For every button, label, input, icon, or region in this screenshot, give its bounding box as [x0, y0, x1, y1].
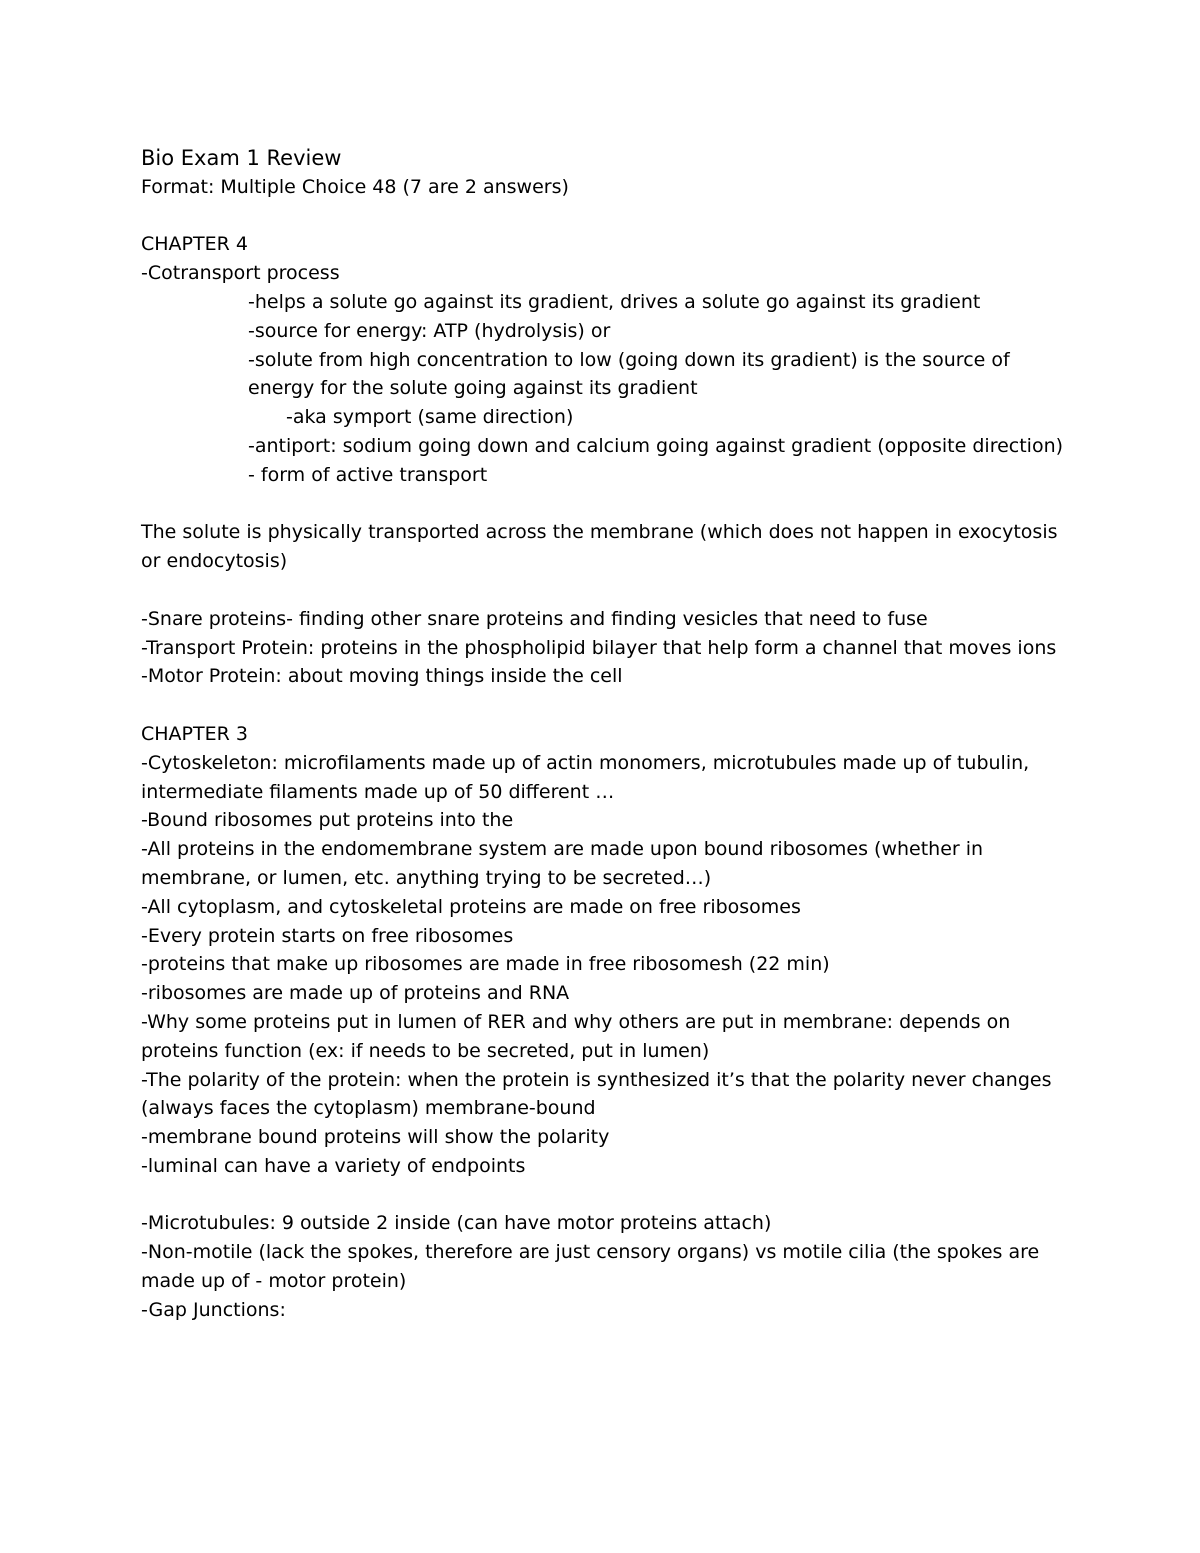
list-item: -All cytoplasm, and cytoskeletal proteins are made on free ribosomes: [141, 895, 801, 918]
cotransport-antiport: -antiport: sodium going down and calcium going against gradient (opposite direction): [248, 434, 1064, 457]
document-body: [141, 144, 1071, 1325]
list-item: -Why some proteins put in lumen of RER and why others are put in membrane: depends on proteins function (ex: if needs to be secreted, put in lumen): [141, 1010, 1011, 1062]
chapter-4-heading: CHAPTER 4: [141, 233, 248, 256]
list-item: -Non-motile (lack the spokes, therefore are just censory organs) vs motile cilia (the spokes are made up of - motor protein): [141, 1241, 1040, 1293]
cotransport-solute: -solute from high concentration to low (going down its gradient) is the source of energy for the solute going against its gradient: [248, 348, 1010, 400]
list-item: -membrane bound proteins will show the polarity: [141, 1126, 610, 1149]
spacer: [141, 576, 1071, 605]
cotransport-line: -Cotransport process: [141, 262, 340, 285]
chapter-3-heading: CHAPTER 3: [141, 722, 248, 745]
document-title: Bio Exam 1 Review: [141, 146, 342, 170]
snare-line: -Snare proteins- finding other snare proteins and finding vesicles that need to fuse: [141, 607, 928, 630]
spacer: [141, 691, 1071, 720]
transport-protein-line: -Transport Protein: proteins in the phospholipid bilayer that help form a channel that moves ions: [141, 636, 1057, 659]
list-item: -Gap Junctions:: [141, 1298, 286, 1321]
list-item: -All proteins in the endomembrane system are made upon bound ribosomes (whether in membrane, or lumen, etc. anything trying to be secreted…): [141, 838, 984, 889]
cotransport-symport: -aka symport (same direction): [286, 406, 574, 429]
cotransport-active: - form of active transport: [248, 463, 488, 486]
list-item: -The polarity of the protein: when the protein is synthesized it’s that the polarity never changes (always faces the cytoplasm) membrane-bound: [141, 1068, 1052, 1120]
format-line: Format: Multiple Choice 48 (7 are 2 answers): [141, 175, 569, 198]
list-item: -Cytoskeleton: microfilaments made up of actin monomers, microtubules made up of tubulin, intermediate filaments made up of 50 different …: [141, 751, 1030, 803]
spacer: [141, 202, 1071, 231]
physical-transport-line: The solute is physically transported across the membrane (which does not happen in exocytosis or endocytosis): [141, 521, 1058, 573]
cotransport-helps: -helps a solute go against its gradient, drives a solute go against its gradient: [248, 290, 981, 313]
list-item: -Bound ribosomes put proteins into the: [141, 809, 514, 832]
motor-protein-line: -Motor Protein: about moving things inside the cell: [141, 665, 623, 688]
list-item: -luminal can have a variety of endpoints: [141, 1154, 526, 1177]
spacer: [141, 1181, 1071, 1210]
list-item: -Microtubules: 9 outside 2 inside (can have motor proteins attach): [141, 1212, 772, 1235]
spacer: [141, 490, 1071, 519]
cotransport-energy: -source for energy: ATP (hydrolysis) or: [248, 319, 611, 342]
list-item: -Every protein starts on free ribosomes: [141, 924, 514, 947]
list-item: -ribosomes are made up of proteins and RNA: [141, 982, 570, 1005]
list-item: -proteins that make up ribosomes are made in free ribosomesh (22 min): [141, 953, 830, 976]
